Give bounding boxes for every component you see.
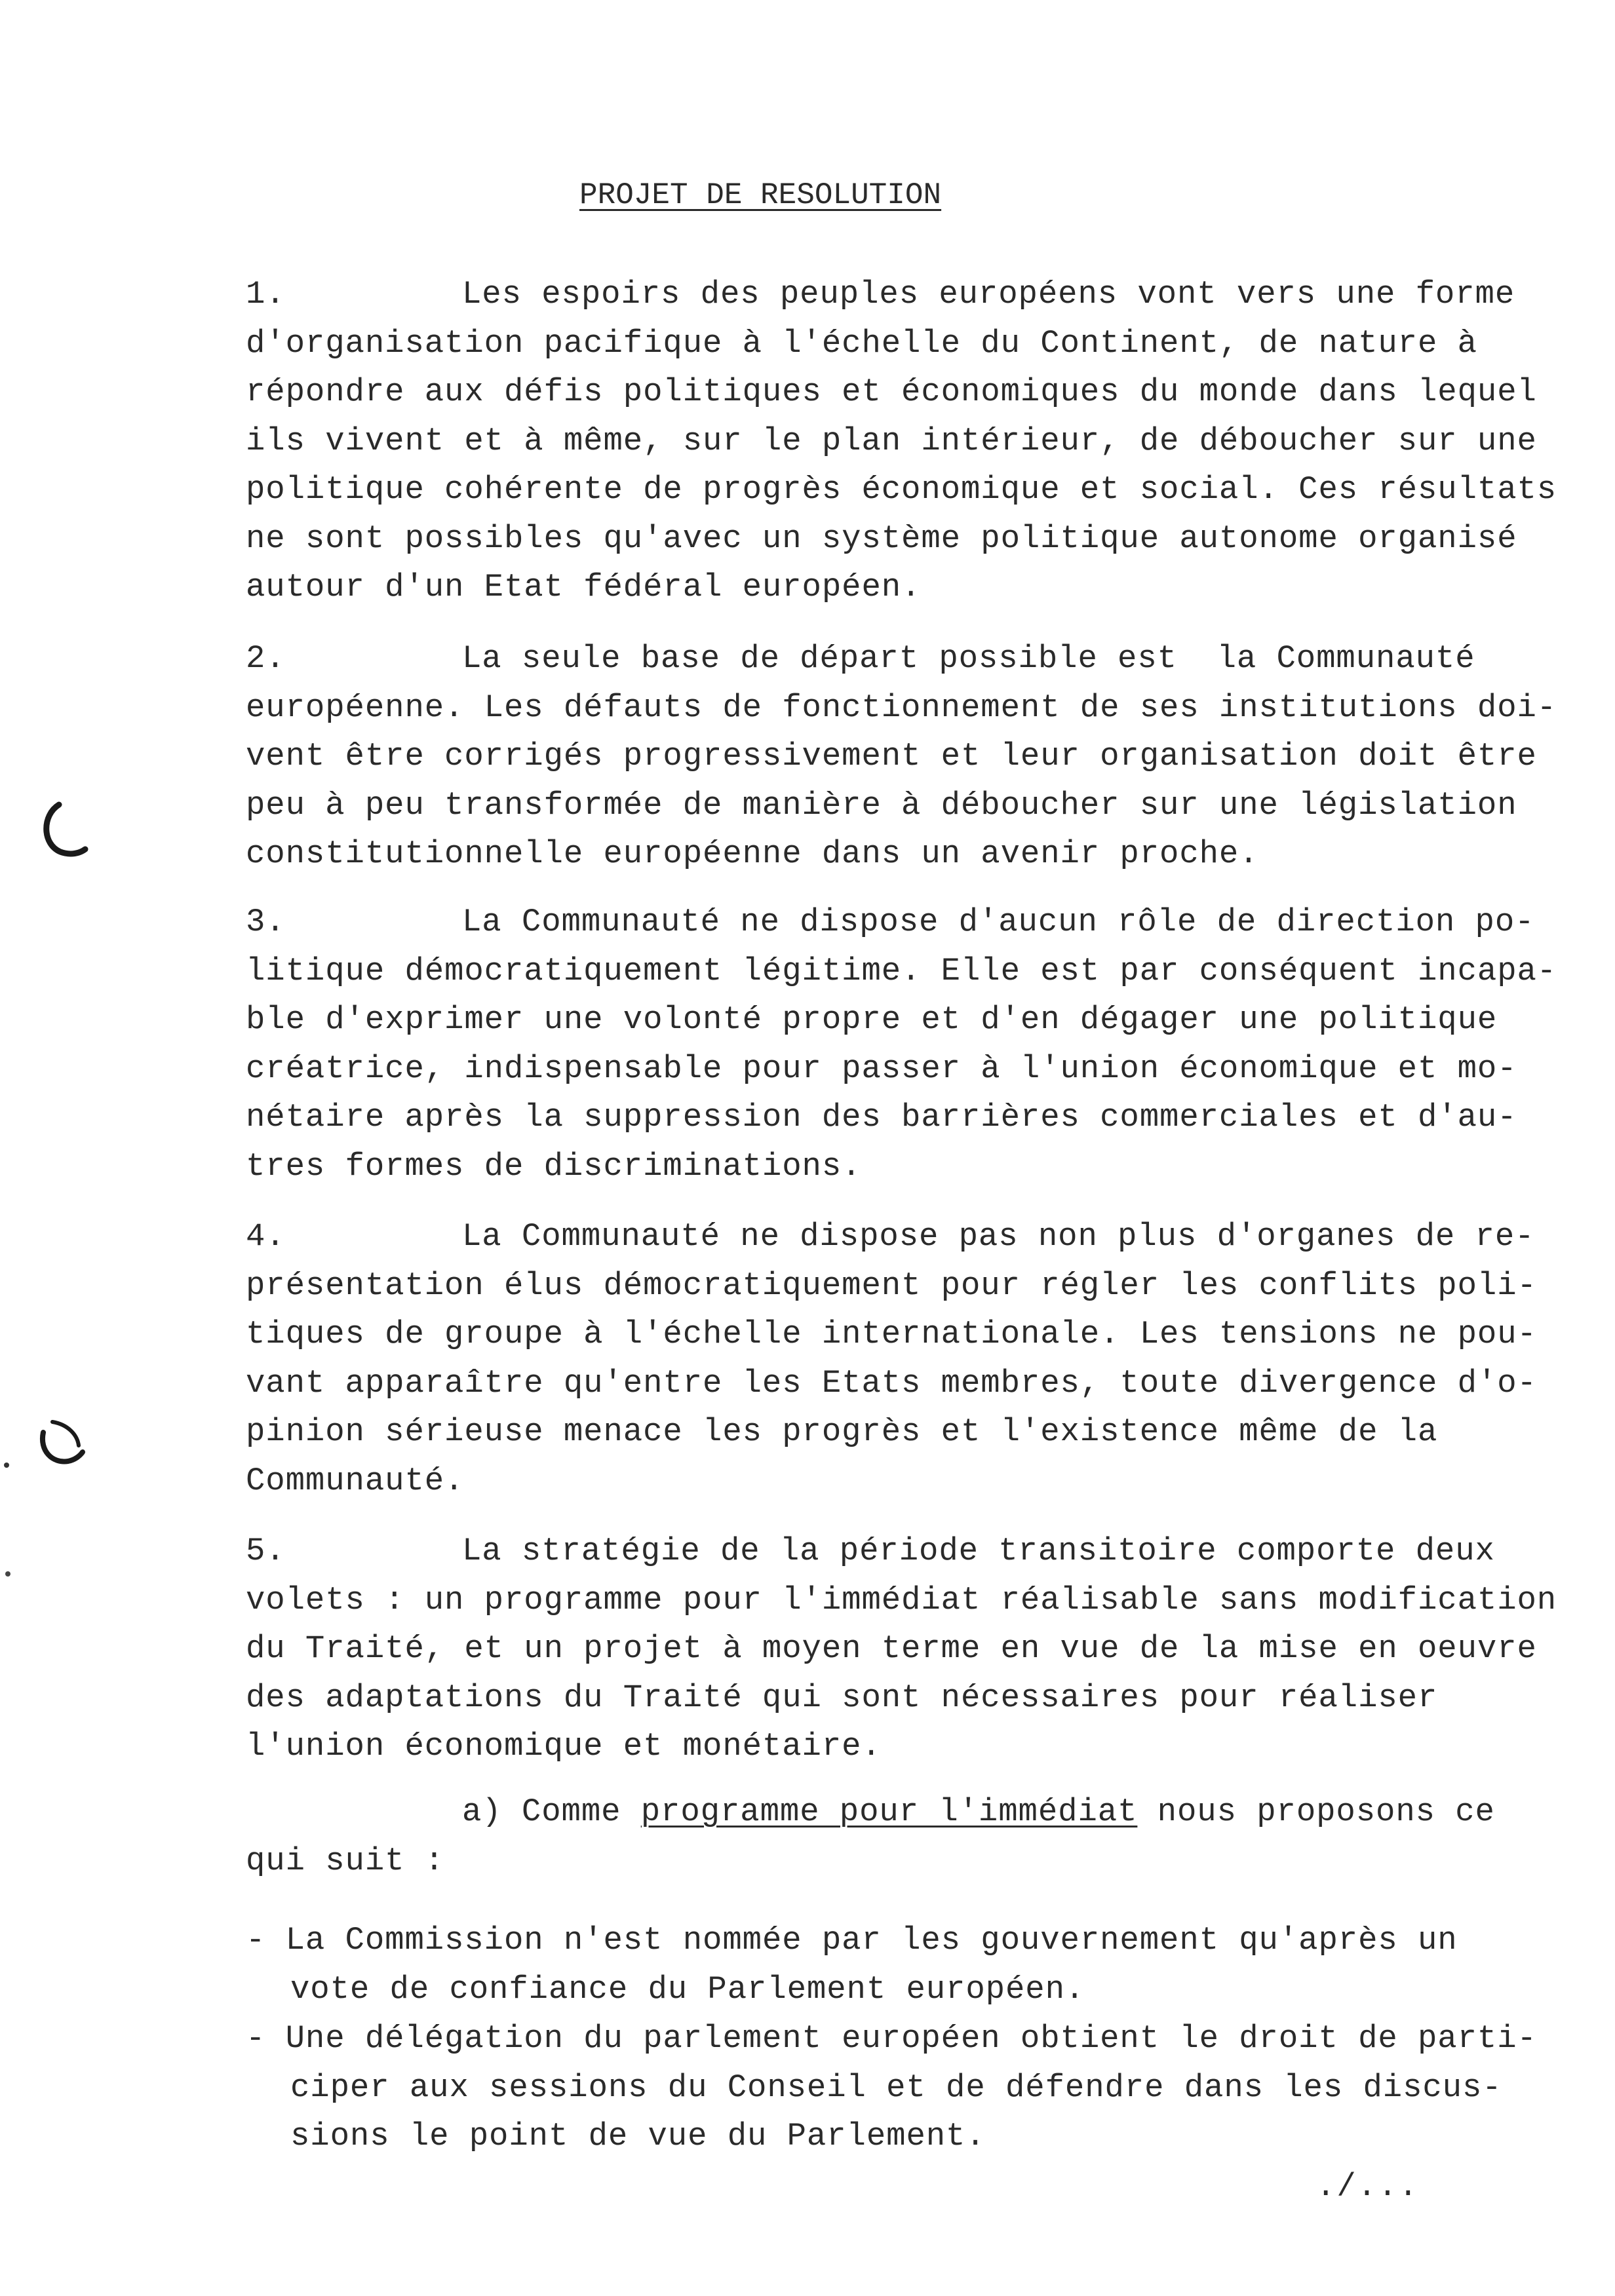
paragraph-line: Communauté. xyxy=(246,1462,465,1499)
paragraph-line: présentation élus démocratiquement pour régler les conflits poli- xyxy=(246,1267,1537,1304)
paragraph-line: d'organisation pacifique à l'échelle du Continent, de nature à xyxy=(246,324,1477,362)
paragraph-line: constitutionnelle européenne dans un avenir proche. xyxy=(246,835,1259,872)
bullet-line: La Commission n'est nommée par les gouvernement qu'après un xyxy=(285,1922,1458,1959)
paragraph-line: La stratégie de la période transitoire comporte deux xyxy=(462,1533,1495,1569)
paragraph-line: nétaire après la suppression des barrières commerciales et d'au- xyxy=(246,1099,1517,1136)
paragraph-number: 1. xyxy=(246,276,286,313)
subsection-underlined-phrase: programme pour l'immédiat xyxy=(640,1793,1138,1830)
scan-speck xyxy=(1,1567,14,1580)
paragraph-line: pinion sérieuse menace les progrès et l'existence même de la xyxy=(246,1413,1438,1450)
paragraph-line: vent être corrigés progressivement et leur organisation doit être xyxy=(246,738,1537,775)
subsection-line-2: qui suit : xyxy=(246,1842,445,1879)
bullet-line: ciper aux sessions du Conseil et de défendre dans les discus- xyxy=(290,2069,1502,2106)
punch-hole-mark-lower xyxy=(0,1409,105,1487)
paragraph-line: Les espoirs des peuples européens vont vers une forme xyxy=(462,276,1515,313)
paragraph-number: 2. xyxy=(246,640,286,677)
bullet-line: sions le point de vue du Parlement. xyxy=(290,2118,986,2154)
paragraph-number: 3. xyxy=(246,904,286,940)
paragraph-line: La Communauté ne dispose pas non plus d'organes de re- xyxy=(462,1218,1535,1255)
bullet-item-2 xyxy=(246,2014,1557,2161)
bullet-line: Une délégation du parlement européen obtient le droit de parti- xyxy=(285,2020,1537,2057)
paragraph-5 xyxy=(246,1527,1557,1771)
paragraph-line: autour d'un Etat fédéral européen. xyxy=(246,569,922,605)
subsection-prefix: a) Comme xyxy=(462,1793,641,1830)
paragraph-line: La seule base de départ possible est la Communauté xyxy=(462,640,1475,677)
bullet-item-1 xyxy=(246,1916,1557,2014)
paragraph-line: ble d'exprimer une volonté propre et d'en dégager une politique xyxy=(246,1001,1498,1038)
paragraph-line: vant apparaître qu'entre les Etats membres, toute divergence d'o- xyxy=(246,1364,1537,1402)
paragraph-line: ils vivent et à même, sur le plan intérieur, de déboucher sur une xyxy=(246,422,1537,459)
paragraph-line: litique démocratiquement légitime. Elle est par conséquent incapa- xyxy=(246,952,1557,989)
subsection-a xyxy=(246,1788,1550,1885)
paragraph-line: ne sont possibles qu'avec un système politique autonome organisé xyxy=(246,520,1517,557)
paragraph-line: peu à peu transformée de manière à déboucher sur une législation xyxy=(246,786,1517,824)
paragraph-line: tiques de groupe à l'échelle internationale. Les tensions ne pou- xyxy=(246,1316,1537,1352)
document-title: PROJET DE RESOLUTION xyxy=(579,178,942,212)
bullet-dash: - xyxy=(246,2020,286,2057)
continuation-mark: ./... xyxy=(1316,2168,1420,2205)
bullet-line: vote de confiance du Parlement européen. xyxy=(290,1970,1085,2008)
bullet-dash: - xyxy=(246,1922,286,1959)
punch-hole-mark-upper xyxy=(33,793,92,865)
paragraph-line: politique cohérente de progrès économique et social. Ces résultats xyxy=(246,471,1557,508)
paragraph-1 xyxy=(246,270,1557,612)
paragraph-number: 5. xyxy=(246,1533,286,1569)
paragraph-line: l'union économique et monétaire. xyxy=(246,1728,882,1765)
paragraph-2 xyxy=(246,634,1557,879)
subsection-suffix: nous proposons ce xyxy=(1137,1793,1495,1830)
paragraph-line: créatrice, indispensable pour passer à l'union économique et mo- xyxy=(246,1050,1517,1087)
paragraph-number: 4. xyxy=(246,1218,286,1255)
paragraph-line: La Communauté ne dispose d'aucun rôle de direction po- xyxy=(462,904,1535,940)
paragraph-line: volets : un programme pour l'immédiat réalisable sans modification xyxy=(246,1581,1557,1618)
paragraph-line: des adaptations du Traité qui sont nécessaires pour réaliser xyxy=(246,1679,1438,1716)
paragraph-3 xyxy=(246,898,1557,1191)
paragraph-line: européenne. Les défauts de fonctionnement de ses institutions doi- xyxy=(246,689,1557,726)
paragraph-4 xyxy=(246,1212,1550,1505)
paragraph-line: du Traité, et un projet à moyen terme en vue de la mise en oeuvre xyxy=(246,1630,1537,1667)
paragraph-line: répondre aux défis politiques et économiques du monde dans lequel xyxy=(246,373,1537,410)
paragraph-line: tres formes de discriminations. xyxy=(246,1147,862,1185)
